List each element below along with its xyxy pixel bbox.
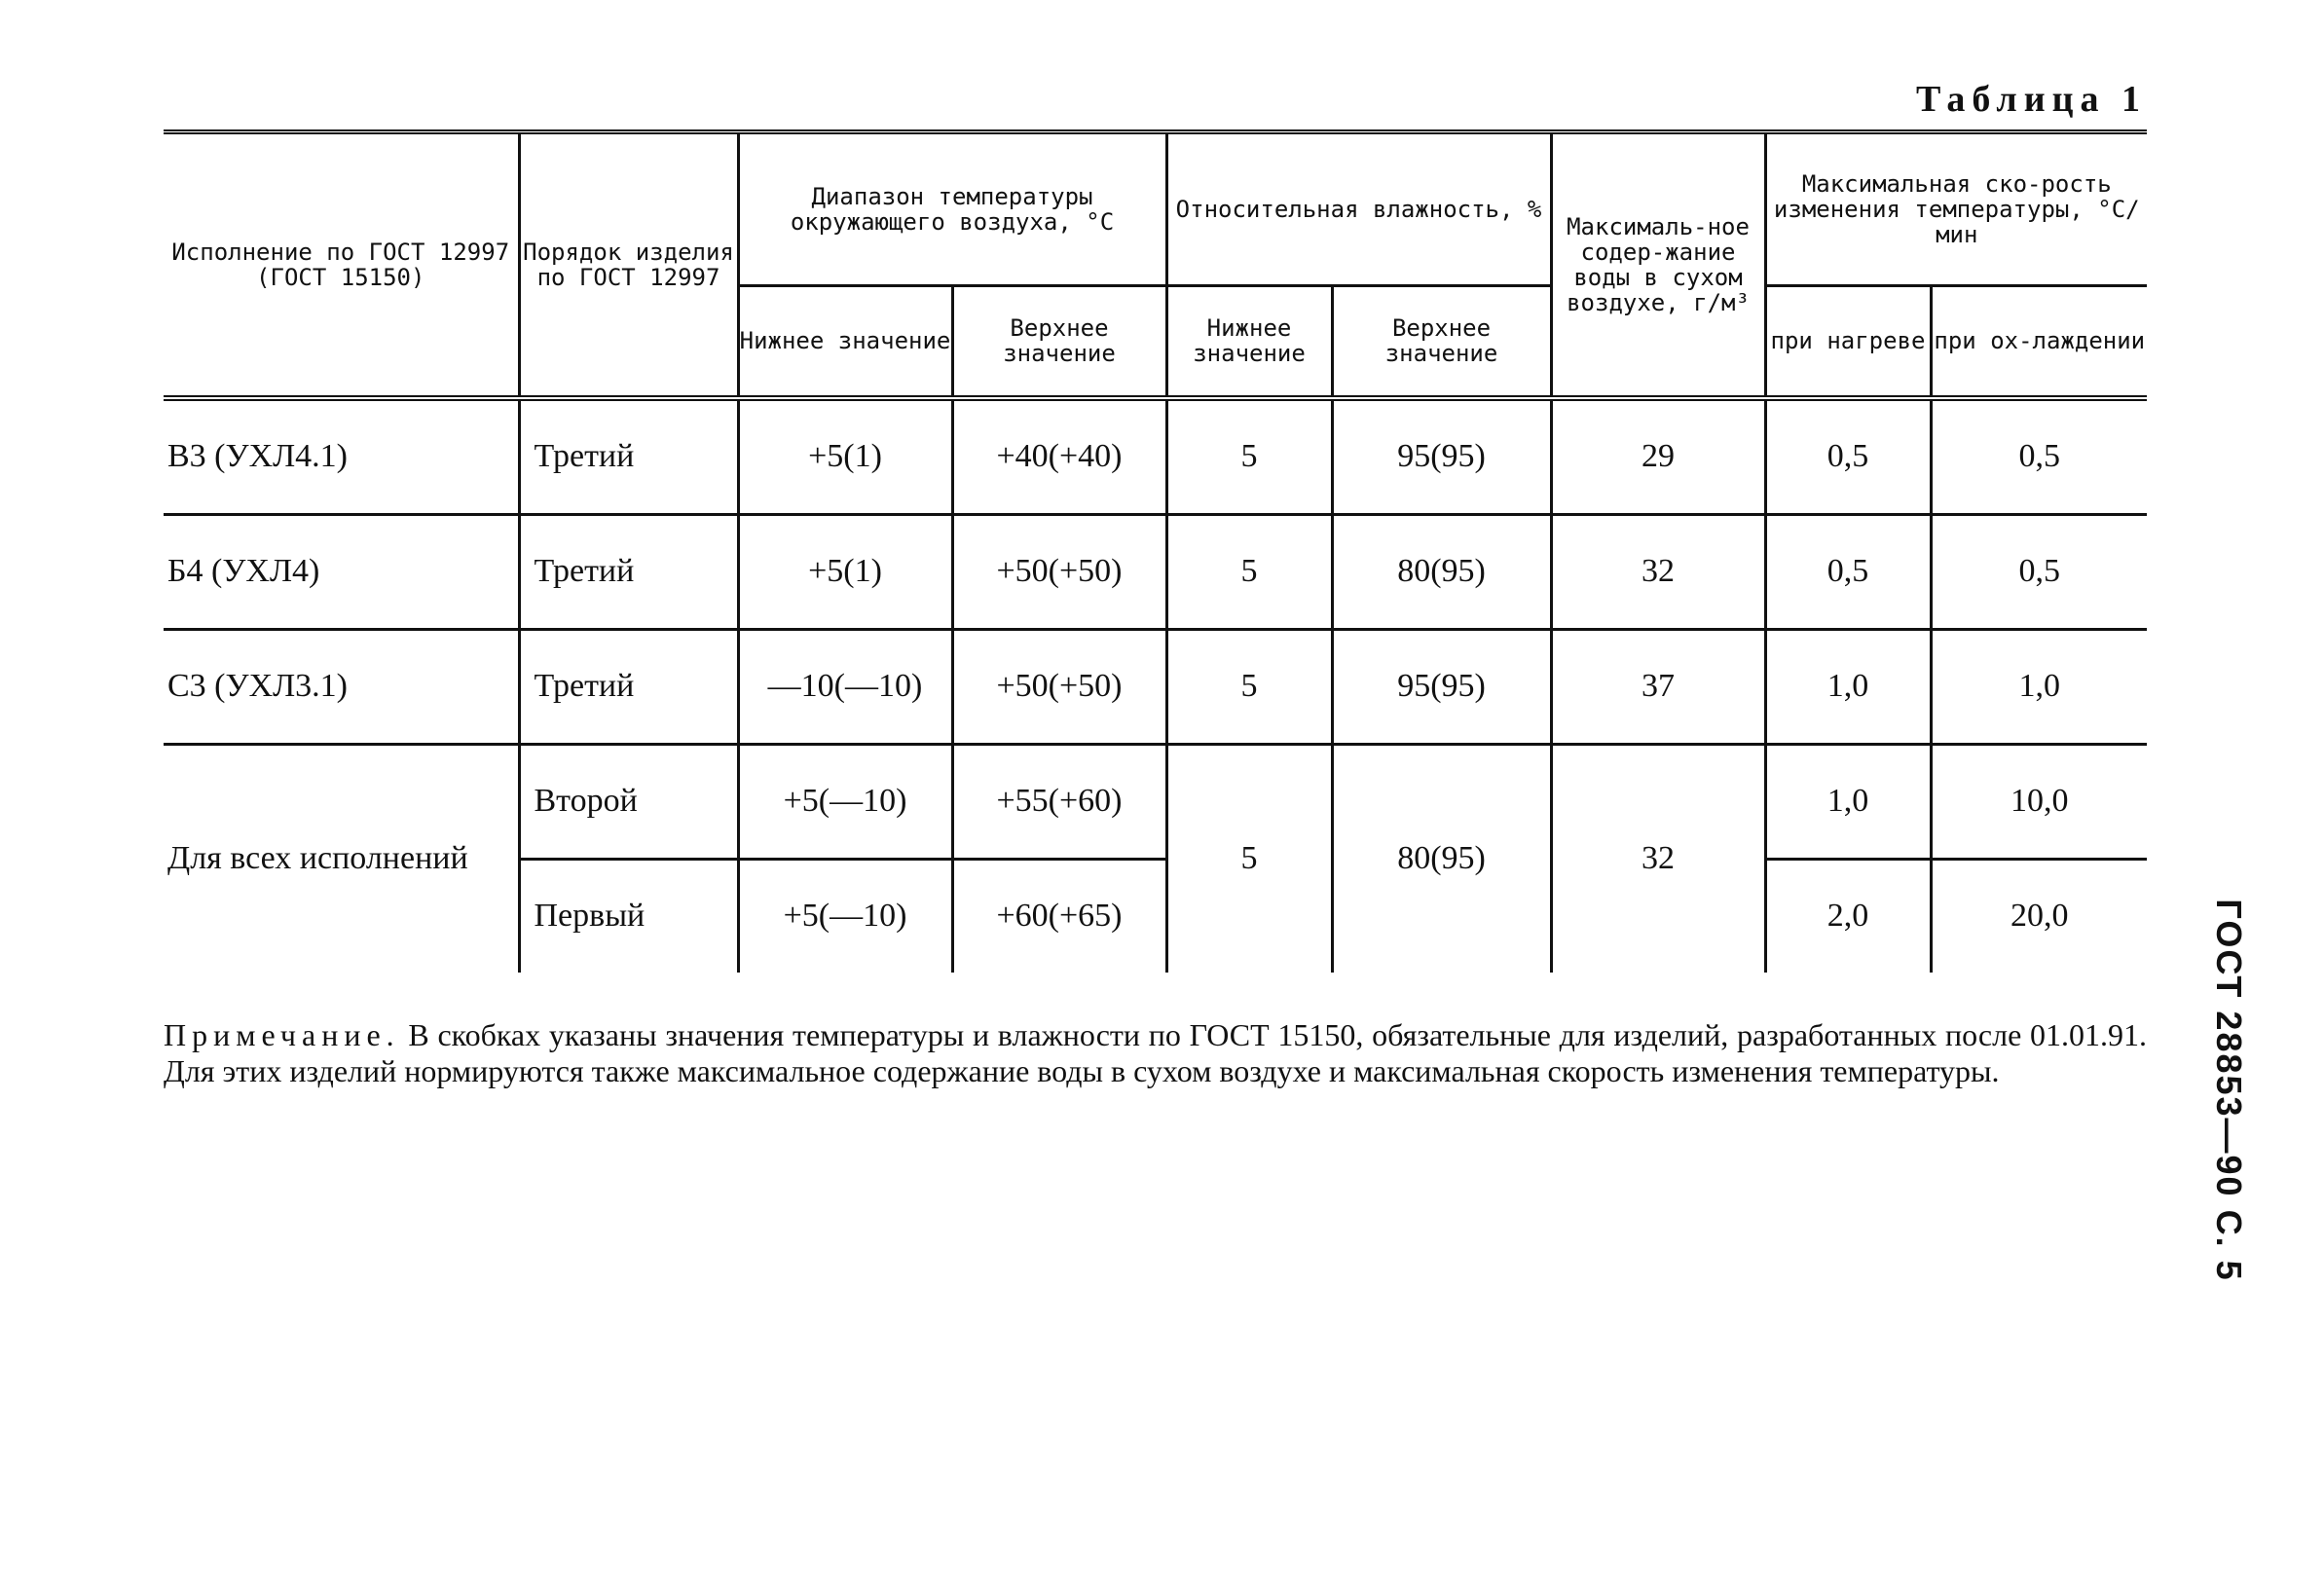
cell-temp-upper: +50(+50)	[952, 629, 1166, 744]
cell-humidity-upper: 80(95)	[1332, 744, 1551, 973]
cell-temp-upper: +55(+60)	[952, 744, 1166, 859]
header-humidity-upper: Верхнее значение	[1332, 286, 1551, 398]
page-side-label: ГОСТ 28853—90 С. 5	[2209, 899, 2249, 1282]
cell-humidity-upper: 80(95)	[1332, 514, 1551, 629]
cell-humidity-lower: 5	[1166, 514, 1332, 629]
cell-rate-heat: 1,0	[1765, 629, 1931, 744]
cell-water: 29	[1551, 398, 1765, 515]
header-rate-heat: при нагреве	[1765, 286, 1931, 398]
table-row	[164, 514, 2147, 629]
note-heading: Примечание.	[164, 1017, 400, 1052]
note-text: В скобках указаны значения температуры и влажности по ГОСТ 15150, обязательные для изделий, разработанных после 01.01.91. Для этих изделий нормируются также максимальное содержание воды в сухом воздухе и максимальная скорость изменения температуры.	[164, 1017, 2147, 1088]
cell-temp-lower: +5(—10)	[738, 744, 952, 859]
header-temperature-rate: Максимальная ско-рость изменения температуры, °С/мин	[1765, 132, 2147, 286]
cell-humidity-upper: 95(95)	[1332, 398, 1551, 515]
cell-order: Третий	[519, 398, 738, 515]
cell-water: 32	[1551, 744, 1765, 973]
cell-execution: Б4 (УХЛ4)	[164, 514, 519, 629]
cell-temp-lower: +5(1)	[738, 514, 952, 629]
cell-humidity-lower: 5	[1166, 629, 1332, 744]
cell-temp-upper: +50(+50)	[952, 514, 1166, 629]
cell-humidity-lower: 5	[1166, 744, 1332, 973]
cell-order: Третий	[519, 514, 738, 629]
cell-order: Второй	[519, 744, 738, 859]
cell-temp-lower: +5(1)	[738, 398, 952, 515]
cell-rate-cool: 0,5	[1931, 514, 2147, 629]
climate-table	[164, 129, 2147, 973]
cell-rate-cool: 1,0	[1931, 629, 2147, 744]
header-humidity-lower: Нижнее значение	[1166, 286, 1332, 398]
cell-water: 32	[1551, 514, 1765, 629]
header-execution: Исполнение по ГОСТ 12997 (ГОСТ 15150)	[164, 132, 519, 398]
header-temp-lower: Нижнее значение	[738, 286, 952, 398]
cell-temp-lower: —10(—10)	[738, 629, 952, 744]
cell-rate-heat: 0,5	[1765, 514, 1931, 629]
cell-water: 37	[1551, 629, 1765, 744]
header-temp-upper: Верхнее значение	[952, 286, 1166, 398]
header-relative-humidity: Относительная влажность, %	[1166, 132, 1551, 286]
table-row	[164, 398, 2147, 515]
cell-execution-all: Для всех исполнений	[167, 840, 468, 876]
table-note	[164, 1017, 2147, 1089]
cell-order: Первый	[519, 859, 738, 973]
cell-humidity-lower: 5	[1166, 398, 1332, 515]
header-temperature-range: Диапазон температуры окружающего воздуха, °С	[738, 132, 1166, 286]
header-rate-cool: при ох-лаждении	[1931, 286, 2147, 398]
header-water-content: Максималь-ное содер-жание воды в сухом воздухе, г/м³	[1551, 132, 1765, 398]
cell-rate-cool: 0,5	[1931, 398, 2147, 515]
cell-execution: В3 (УХЛ4.1)	[164, 398, 519, 515]
table-row	[164, 629, 2147, 744]
cell-humidity-upper: 95(95)	[1332, 629, 1551, 744]
cell-temp-upper: +60(+65)	[952, 859, 1166, 973]
cell-order: Третий	[519, 629, 738, 744]
cell-rate-heat: 2,0	[1765, 859, 1931, 973]
cell-rate-heat: 1,0	[1765, 744, 1931, 859]
header-order: Порядок изделия по ГОСТ 12997	[519, 132, 738, 398]
cell-rate-heat: 0,5	[1765, 398, 1931, 515]
cell-rate-cool: 20,0	[1931, 859, 2147, 973]
cell-temp-upper: +40(+40)	[952, 398, 1166, 515]
table-row	[164, 744, 2147, 859]
cell-rate-cool: 10,0	[1931, 744, 2147, 859]
cell-execution: С3 (УХЛ3.1)	[164, 629, 519, 744]
cell-temp-lower: +5(—10)	[738, 859, 952, 973]
table-caption: Таблица 1	[1915, 79, 2147, 120]
